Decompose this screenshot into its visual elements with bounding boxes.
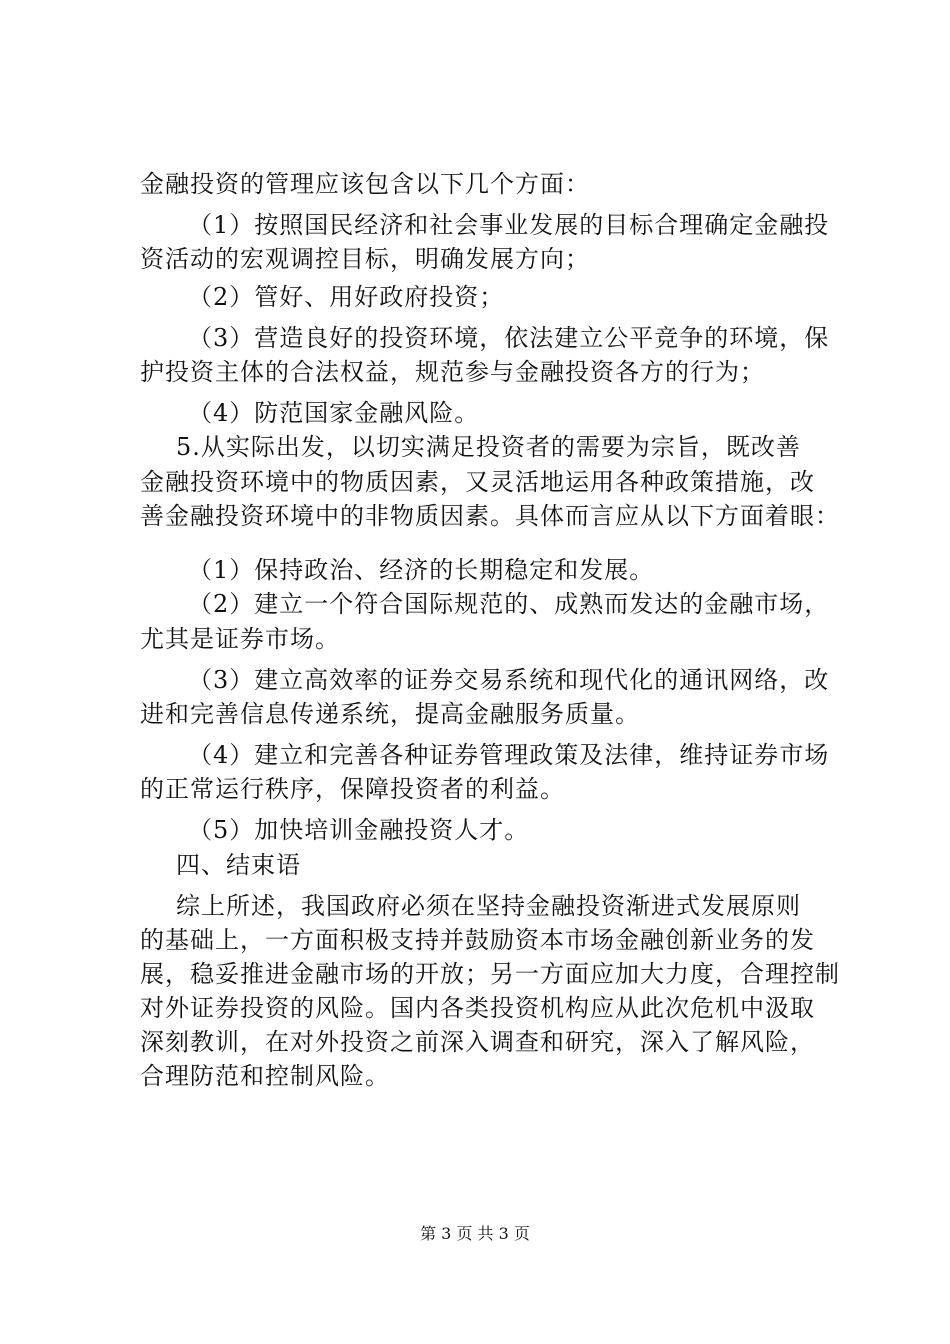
text-line: 善金融投资环境中的非物质因素。具体而言应从以下方面着眼：	[140, 502, 840, 530]
text-line: 护投资主体的合法权益，规范参与金融投资各方的行为；	[140, 358, 765, 386]
text-line: 资活动的宏观调控目标，明确发展方向；	[140, 245, 590, 273]
text-line: 综上所述，我国政府必须在坚持金融投资渐进式发展原则	[176, 892, 801, 920]
text-line: （4）防范国家金融风险。	[188, 399, 480, 427]
text-line: 的基础上，一方面积极支持并鼓励资本市场金融创新业务的发	[140, 926, 815, 954]
text-line: （5）加快培训金融投资人才。	[188, 816, 530, 844]
section-heading: 四、结束语	[176, 851, 301, 879]
text-line: （2）管好、用好政府投资；	[188, 283, 505, 311]
text-line: 合理防范和控制风险。	[140, 1062, 390, 1090]
text-line: （2）建立一个符合国际规范的、成熟而发达的金融市场，	[188, 590, 830, 618]
text-line: 进和完善信息传递系统，提高金融服务质量。	[140, 700, 640, 728]
text-line: 深刻教训，在对外投资之前深入调查和研究，深入了解风险，	[140, 1028, 815, 1056]
text-line: （1）保持政治、经济的长期稳定和发展。	[188, 556, 655, 584]
text-line: 5.从实际出发，以切实满足投资者的需要为宗旨，既改善	[176, 433, 801, 461]
text-line: 的正常运行秩序，保障投资者的利益。	[140, 775, 565, 803]
text-line: （3）营造良好的投资环境，依法建立公平竞争的环境，保	[188, 324, 830, 352]
text-line: 对外证券投资的风险。国内各类投资机构应从此次危机中汲取	[140, 994, 815, 1022]
text-line: （3）建立高效率的证券交易系统和现代化的通讯网络，改	[188, 666, 830, 694]
text-line: 金融投资的管理应该包含以下几个方面：	[140, 170, 590, 198]
text-line: 尤其是证券市场。	[140, 625, 340, 653]
text-line: （4）建立和完善各种证券管理政策及法律，维持证券市场	[188, 741, 830, 769]
page-footer: 第 3 页 共 3 页	[420, 1224, 530, 1243]
text-line: 展，稳妥推进金融市场的开放；另一方面应加大力度，合理控制	[140, 960, 840, 988]
text-line: 金融投资环境中的物质因素，又灵活地运用各种政策措施，改	[140, 468, 815, 496]
text-line: （1）按照国民经济和社会事业发展的目标合理确定金融投	[188, 211, 830, 239]
